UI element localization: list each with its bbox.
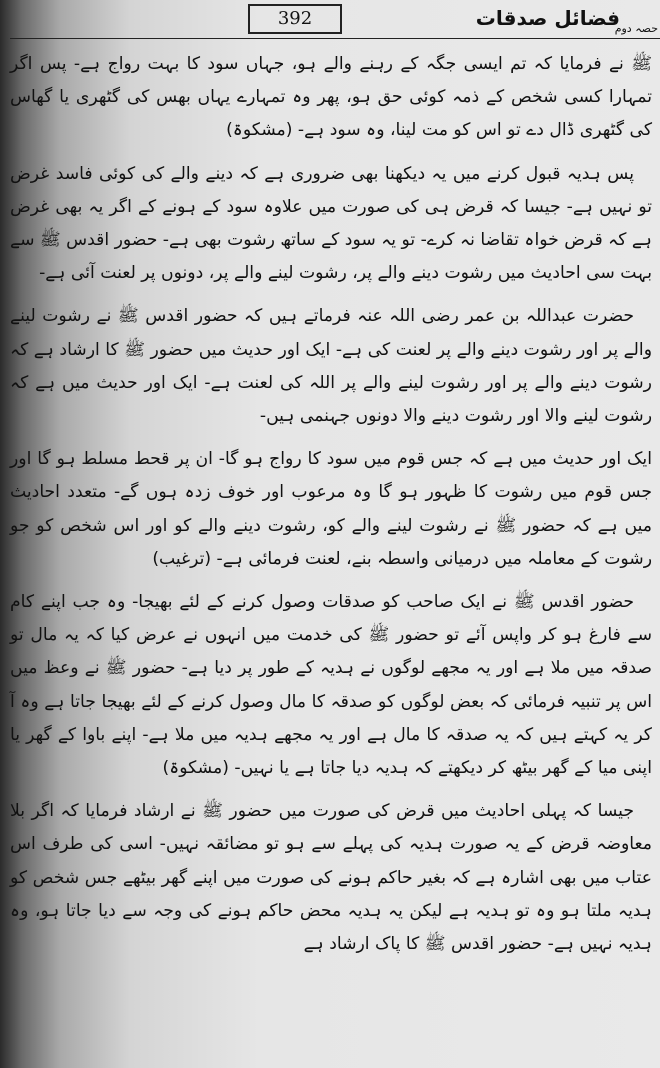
page-header: [0, 0, 660, 40]
page-number: 392: [248, 4, 342, 34]
paragraph-5: حضور اقدس ﷺ نے ایک صاحب کو صدقات وصول کرنے کے لئے بھیجا- وہ جب اپنے کام سے فارغ ہو کر واپس آئے تو حضور ﷺ کی خدمت میں انہوں نے عرض کیا کہ یہ مال تو صدقہ میں ملا ہے اور یہ مجھے لوگوں نے ہدیہ کے طور پر دیا ہے- حضور ﷺ نے وعظ میں اس پر تنبیہ فرمائی کہ بعض لوگوں کو صدقہ کا مال وصول کرنے کے لئے بھیجا جاتا ہے وہ آ کر یہ کہتے ہیں کہ یہ صدقہ کا مال ہے اور یہ مجھے ہدیہ میں ملا ہے- اپنے باوا کے گھر یا اپنی میا کے گھر بیٹھ کر دیکھتے کہ ہدیہ دیا جاتا ہے یا نہیں- (مشکوۃ): [10, 592, 652, 779]
running-title: فضائل صدقات: [475, 6, 620, 30]
paragraph-2: پس ہدیہ قبول کرنے میں یہ دیکھنا بھی ضروری ہے کہ دینے والے کی کوئی فاسد غرض تو نہیں ہے- جیسا کہ قرض ہی کی صورت میں علاوہ سود کے ہونے کے اگر یہ بھی غرض ہے کہ قرض خواہ تقاضا نہ کرے- تو یہ سود کے ساتھ رشوت بھی ہے- حضور اقدس ﷺ سے بہت سی احادیث میں رشوت دینے والے پر، رشوت لینے والے پر، دونوں پر لعنت آئی ہے-: [10, 163, 652, 284]
header-divider: [10, 38, 660, 39]
paragraph-6: جیسا کہ پہلی احادیث میں قرض کی صورت میں حضور ﷺ نے ارشاد فرمایا کہ اگر بلا معاوضہ قرض کے یہ صورت ہدیہ کی پہلے سے ہو تو مضائقہ نہیں- اسی کی طرف اس عتاب میں بھی اشارہ ہے کہ بغیر حاکم ہونے کی صورت میں اپنے گھر بیٹھے جس شخص کو ہدیہ ملتا ہو وہ تو ہدیہ ہے لیکن یہ ہدیہ محض حاکم ہونے کی وجہ سے دیا جاتا ہو، وہ ہدیہ نہیں ہے- حضور اقدس ﷺ کا پاک ارشاد ہے: [10, 801, 652, 955]
page-body: [10, 48, 652, 971]
paragraph-1: ﷺ نے فرمایا کہ تم ایسی جگہ کے رہنے والے ہو، جہاں سود کا بہت رواج ہے- پس اگر تمہارا کسی شخص کے ذمہ کوئی حق ہو، پھر وہ تمہارے یہاں بھس کی گٹھری یا گھاس کی گٹھری ڈال دے تو اس کو مت لینا، وہ سود ہے- (مشکوۃ): [10, 54, 652, 141]
paragraph-3: حضرت عبداللہ بن عمر رضی اللہ عنہ فرماتے ہیں کہ حضور اقدس ﷺ نے رشوت لینے والے پر اور رشوت دینے والے پر لعنت کی ہے- ایک اور حدیث میں حضور ﷺ کا ارشاد ہے کہ رشوت دینے والے پر اور رشوت لینے والے پر اللہ کی لعنت ہے- ایک اور حدیث میں ہے کہ رشوت لینے والا اور رشوت دینے والا دونوں جہنمی ہیں-: [10, 306, 652, 427]
part-label: حصہ دوم: [614, 22, 658, 35]
paragraph-4: ایک اور حدیث میں ہے کہ جس قوم میں سود کا رواج ہو گا- ان پر قحط مسلط ہو گا اور جس قوم میں رشوت کا ظہور ہو گا وہ مرعوب اور خوف زدہ ہوں گے- متعدد احادیث میں ہے کہ حضور ﷺ نے رشوت لینے والے کو، رشوت دینے والے کو اور اس شخص کو جو رشوت کے معاملہ میں درمیانی واسطہ بنے، لعنت فرمائی ہے- (ترغیب): [10, 449, 652, 569]
